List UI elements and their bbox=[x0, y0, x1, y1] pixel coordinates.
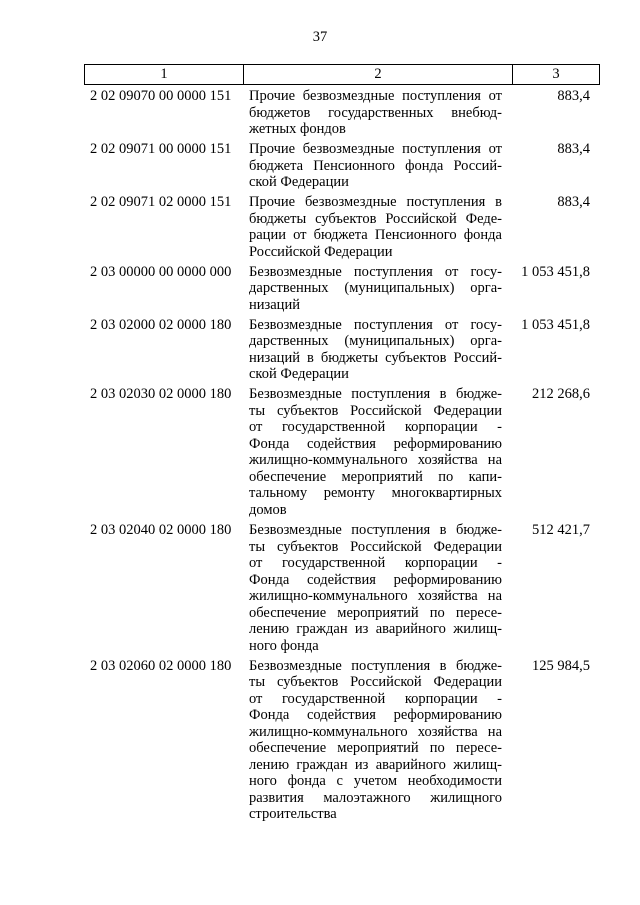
revenue-name bbox=[243, 264, 512, 314]
revenue-name-line: Безвозмездные поступления в бюдже- bbox=[249, 657, 502, 674]
revenue-name-line: Прочие безвозмездные поступления от bbox=[249, 88, 502, 104]
revenue-name-line: обеспечение мероприятий по пересе- bbox=[249, 740, 502, 757]
column-number-1: 1 bbox=[85, 65, 244, 84]
revenue-name-line: бюджета Пенсионного фонда Россий- bbox=[249, 157, 502, 174]
revenue-name-line: жетных фондов bbox=[249, 121, 346, 137]
revenue-name-line: ты субъектов Российской Федерации bbox=[249, 402, 502, 419]
budget-code: 2 02 09070 00 0000 151 bbox=[90, 88, 232, 104]
revenue-name-line: низаций bbox=[249, 296, 300, 313]
revenue-name-line: бюджеты субъектов Российской Феде- bbox=[249, 210, 502, 227]
revenue-name-line: тальному ремонту многоквартирных bbox=[249, 485, 502, 502]
revenue-name bbox=[243, 658, 512, 823]
revenue-name-line: от государственной корпорации - bbox=[249, 419, 502, 436]
revenue-name-line: лению граждан из аварийного жилищ- bbox=[249, 756, 502, 773]
amount-value: 883,4 bbox=[557, 141, 590, 158]
revenue-name-line: Безвозмездные поступления в бюдже- bbox=[249, 386, 502, 403]
revenue-name-line: ты субъектов Российской Федерации bbox=[249, 674, 502, 691]
table-row bbox=[84, 522, 600, 654]
column-number-2: 2 bbox=[244, 65, 513, 84]
table-column-numbers bbox=[84, 64, 600, 85]
revenue-name-line: Безвозмездные поступления от госу- bbox=[249, 263, 502, 280]
revenue-name-line: от государственной корпорации - bbox=[249, 555, 502, 572]
revenue-name bbox=[243, 141, 512, 191]
table-row bbox=[84, 264, 600, 314]
revenue-name-line: жилищно-коммунального хозяйства на bbox=[249, 588, 502, 605]
amount-value: 212 268,6 bbox=[532, 386, 590, 403]
table-row bbox=[84, 88, 600, 138]
budget-code: 2 03 02060 02 0000 180 bbox=[90, 657, 232, 674]
revenue-name-line: Фонда содействия реформированию bbox=[249, 435, 502, 452]
table-row bbox=[84, 317, 600, 383]
revenue-name-line: рации от бюджета Пенсионного фонда bbox=[249, 227, 502, 244]
budget-code: 2 03 02000 02 0000 180 bbox=[90, 316, 232, 333]
revenue-name-line: ты субъектов Российской Федерации bbox=[249, 538, 502, 555]
revenue-name-line: Безвозмездные поступления в бюдже- bbox=[249, 522, 502, 539]
amount-value: 883,4 bbox=[557, 88, 590, 104]
revenue-name bbox=[243, 88, 512, 138]
page-number: 37 bbox=[312, 29, 328, 45]
amount-value: 883,4 bbox=[557, 194, 590, 211]
revenue-name-line: ного фонда с учетом необходимости bbox=[249, 773, 502, 790]
revenue-name-line: бюджетов государственных внебюд- bbox=[249, 104, 502, 121]
amount-value: 1 053 451,8 bbox=[521, 263, 590, 280]
revenue-name-line: обеспечение мероприятий по пересе- bbox=[249, 604, 502, 621]
revenue-name bbox=[243, 522, 512, 654]
table-row bbox=[84, 141, 600, 191]
amount-value: 125 984,5 bbox=[532, 657, 590, 674]
revenue-name-line: от государственной корпорации - bbox=[249, 690, 502, 707]
table-row bbox=[84, 194, 600, 260]
revenue-name-line: жилищно-коммунального хозяйства на bbox=[249, 452, 502, 469]
revenue-name-line: ской Федерации bbox=[249, 366, 349, 383]
revenue-name-line: обеспечение мероприятий по капи- bbox=[249, 468, 502, 485]
budget-code: 2 03 02040 02 0000 180 bbox=[90, 522, 232, 539]
revenue-name-line: развития малоэтажного жилищного bbox=[249, 789, 502, 806]
revenue-name-line: Российской Федерации bbox=[249, 243, 393, 260]
revenue-name-line: дарственных (муниципальных) орга- bbox=[249, 333, 502, 350]
revenue-name-line: лению граждан из аварийного жилищ- bbox=[249, 621, 502, 638]
budget-code: 2 02 09071 02 0000 151 bbox=[90, 194, 232, 211]
revenue-name-line: домов bbox=[249, 501, 287, 518]
budget-code: 2 02 09071 00 0000 151 bbox=[90, 141, 232, 158]
table-body bbox=[84, 88, 600, 826]
revenue-name-line: жилищно-коммунального хозяйства на bbox=[249, 723, 502, 740]
revenue-name-line: строительства bbox=[249, 806, 337, 823]
revenue-name bbox=[243, 317, 512, 383]
amount-value: 1 053 451,8 bbox=[521, 316, 590, 333]
revenue-name bbox=[243, 194, 512, 260]
table-row bbox=[84, 386, 600, 518]
budget-code: 2 03 02030 02 0000 180 bbox=[90, 386, 232, 403]
revenue-name-line: Фонда содействия реформированию bbox=[249, 571, 502, 588]
revenue-name-line: Фонда содействия реформированию bbox=[249, 707, 502, 724]
table-row bbox=[84, 658, 600, 823]
revenue-name-line: ного фонда bbox=[249, 637, 319, 654]
revenue-name-line: низаций в бюджеты субъектов Россий- bbox=[249, 349, 502, 366]
revenue-name-line: Безвозмездные поступления от госу- bbox=[249, 316, 502, 333]
amount-value: 512 421,7 bbox=[532, 522, 590, 539]
revenue-name bbox=[243, 386, 512, 518]
revenue-name-line: Прочие безвозмездные поступления от bbox=[249, 141, 502, 158]
budget-code: 2 03 00000 00 0000 000 bbox=[90, 263, 232, 280]
revenue-name-line: Прочие безвозмездные поступления в bbox=[249, 194, 502, 211]
revenue-name-line: дарственных (муниципальных) орга- bbox=[249, 280, 502, 297]
revenue-name-line: ской Федерации bbox=[249, 174, 349, 191]
column-number-3: 3 bbox=[552, 66, 560, 82]
